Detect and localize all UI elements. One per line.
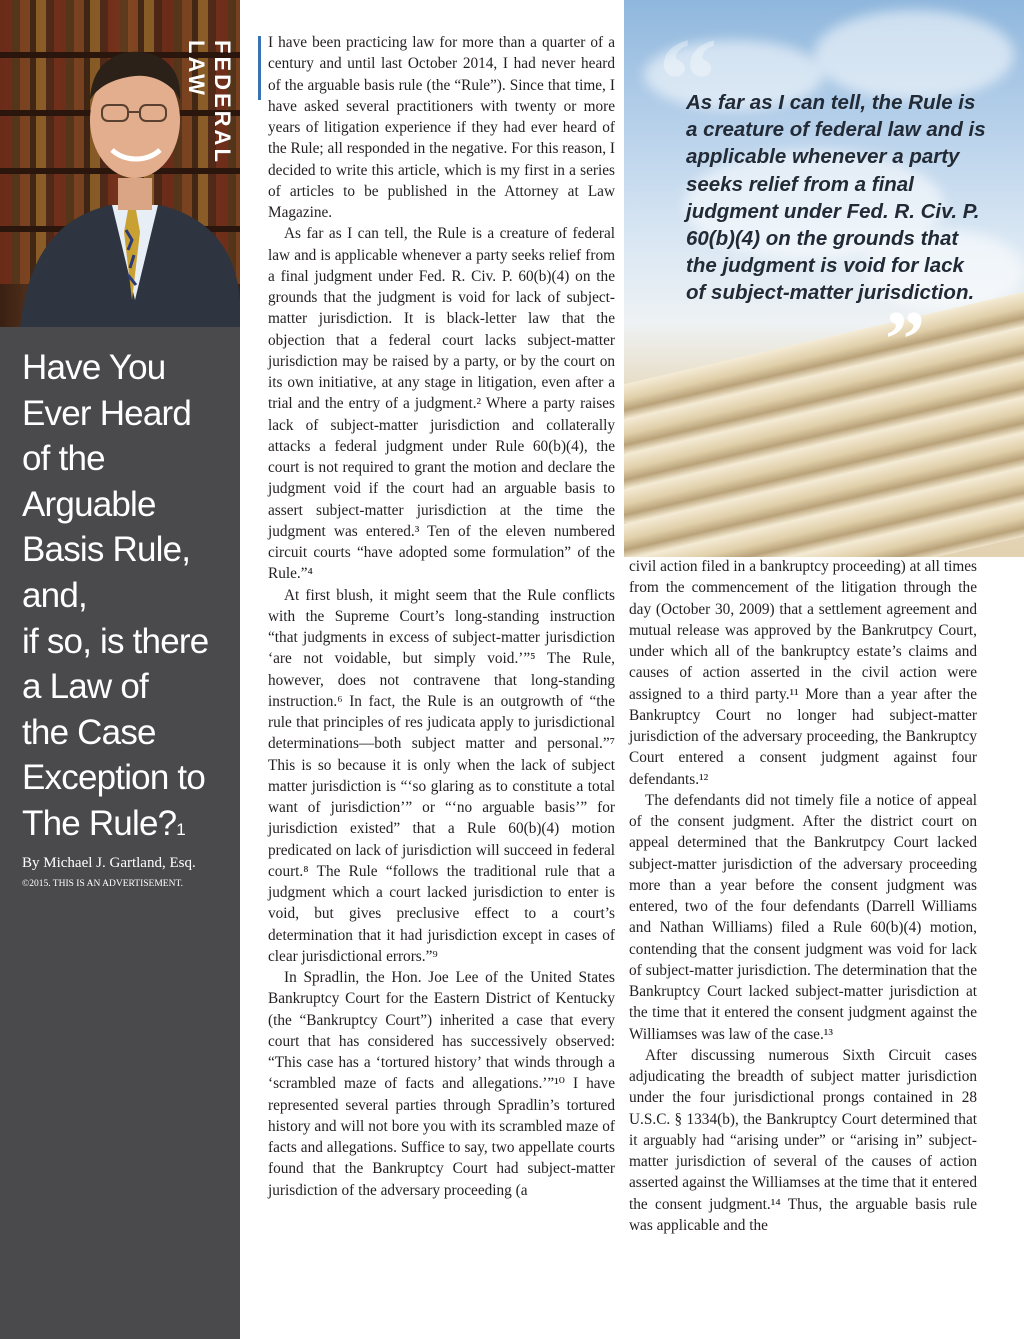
paragraph: I have been practicing law for more than a quarter of a century and until last October 2014, I had never heard of the arguable basis rule (the “Rule”). Since that time, I have asked several practitioners with twenty or more years of litigation experience if they had ever heard of the Rule; all responded in the negative. For this reason, I decided to write this article, which is my first in a series of articles to be published in the Attorney at Law Magazine. xyxy=(268,34,615,221)
headline-line: The Rule? xyxy=(22,803,177,843)
headline-line: Have You xyxy=(22,348,166,387)
pull-quote-text: As far as I can tell, the Rule is a creature of federal law and is applicable whenever a party seeks relief from a final judgment under Fed. R. Civ. P. 60(b)(4) on the grounds that the judgment is void for lack of subject-matter jurisdiction. xyxy=(686,91,986,305)
drop-cap-accent xyxy=(258,36,261,100)
headline-line: Ever Heard xyxy=(22,393,192,433)
article-column-right xyxy=(629,556,977,1236)
close-quote-mark-icon: ” xyxy=(885,296,925,384)
section-label: FEDERAL LAW xyxy=(184,40,235,165)
headline-line-last xyxy=(22,801,237,847)
advertisement-notice: ©2015. THIS IS AN ADVERTISEMENT. xyxy=(22,879,183,889)
paragraph: At first blush, it might seem that the Rule conflicts with the Supreme Court’s long-standing instruction “that judgments in excess of subject-matter jurisdiction ‘are not voidable, but simply void.’”⁵ The Rule, however, does not contravene that long-standing instruction.⁶ In fact, the Rule is an outgrowth of “the rule that principles of res judicata apply to jurisdictional determinations—both subject matter and personal.”⁷ This is so because it is only when the lack of subject matter jurisdiction is “‘so glaring as to constitute a total want of jurisdiction’” or “‘no arguable basis’” for jurisdiction existed” that a Rule 60(b)(4) motion predicated on lack of jurisdiction will succeed in federal court.⁸ The Rule “follows the traditional rule that a judgment which a court lacked jurisdiction to enter is void, but gives preclusive effect to a court’s determination that it had jurisdiction except in cases of clear jurisdictional errors.”⁹ xyxy=(268,586,615,965)
open-quote-mark-icon: “ xyxy=(658,13,718,146)
paragraph: In Spradlin, the Hon. Joe Lee of the United States Bankruptcy Court for the Eastern District of Kentucky (the “Bankruptcy Court”) inherited a case that every court that has considered has successively observed: “This case has a ‘tortured history’ that winds through a ‘scrambled maze of facts and allegations.’”¹⁰ I have represented several parties through Spradlin’s tortured history and will not bore you with its scrambled maze of facts and allegations. Suffice to say, two appellate courts found that the Bankruptcy Court had subject-matter jurisdiction of the adversary proceeding (a xyxy=(268,969,615,1199)
headline-line: the Case xyxy=(22,712,156,752)
paragraph: The defendants did not timely file a notice of appeal of the consent judgment. After the district court on appeal determined that the Bankrutpcy Court lacked subject-matter jurisdiction of the adversary proceeding more than a year before the consent judgment was entered, two of the four defendants (Darrell Williams and Nathan Williams) filed a Rule 60(b)(4) motion, contending that the consent judgment was void for lack of subject-matter jurisdiction. The determination that the Bankruptcy Court lacked subject-matter jurisdiction at the time that it entered the consent judgment against the Williamses was law of the case.¹³ xyxy=(629,791,977,1043)
article-column-middle xyxy=(268,32,615,1201)
headline-line: Basis Rule, xyxy=(22,530,191,570)
headline-line: a Law of xyxy=(22,667,148,707)
headline-line: Arguable xyxy=(22,484,156,524)
author-byline: By Michael J. Gartland, Esq. xyxy=(22,855,196,871)
headline-line: Exception to xyxy=(22,758,206,798)
headline-footnote: 1 xyxy=(176,819,185,839)
headline-line: if so, is there xyxy=(22,621,209,661)
article-headline xyxy=(22,345,237,847)
headline-line: and, xyxy=(22,575,87,615)
headline-line: of the xyxy=(22,439,105,479)
paragraph: After discussing numerous Sixth Circuit cases adjudicating the breadth of subject matter jurisdiction under the four jurisdictional prongs contained in 28 U.S.C. § 1334(b), the Bankruptcy Court determined that it arguably had “arising under” or “arising in” subject-matter jurisdiction of several of the causes of action asserted against the Williamses at the time that it entered the consent judgment.¹⁴ Thus, the arguable basis rule was applicable and the xyxy=(629,1046,977,1234)
paragraph: civil action filed in a bankruptcy proceeding) at all times from the commencement of the litigation through the day (October 30, 2009) that a settlement agreement and mutual release was approved by the Bankrutpcy Court, under which all of the bankruptcy estate’s claims and causes of action asserted in the civil action were assigned to a third party.¹¹ More than a year after the Bankruptcy Court no longer had subject-matter jurisdiction of the adversary proceeding, the Bankruptcy Court entered a consent judgment against four defendants.¹² xyxy=(629,558,977,788)
paragraph: As far as I can tell, the Rule is a creature of federal law and is applicable whenever a party seeks relief from a final judgment under Fed. R. Civ. P. 60(b)(4) on the grounds that the judgment is void for lack of subject-matter jurisdiction. It is black-letter law that the objection that a federal court lacks subject-matter jurisdiction may be raised by a party, or by the court on its own initiative, at any stage in litigation, even after a trial and the entry of a judgment.² Where a party raises lack of subject-matter jurisdiction and collaterally attacks a federal judgment under Rule 60(b)(4), the court is not required to grant the motion and declare the judgment void if the court had an arguable basis to assert subject-matter jurisdiction at the time the judgment was entered.³ Ten of the eleven numbered circuit courts “have adopted some formulation” of the Rule.”⁴ xyxy=(268,225,615,583)
sidebar xyxy=(0,0,240,1339)
